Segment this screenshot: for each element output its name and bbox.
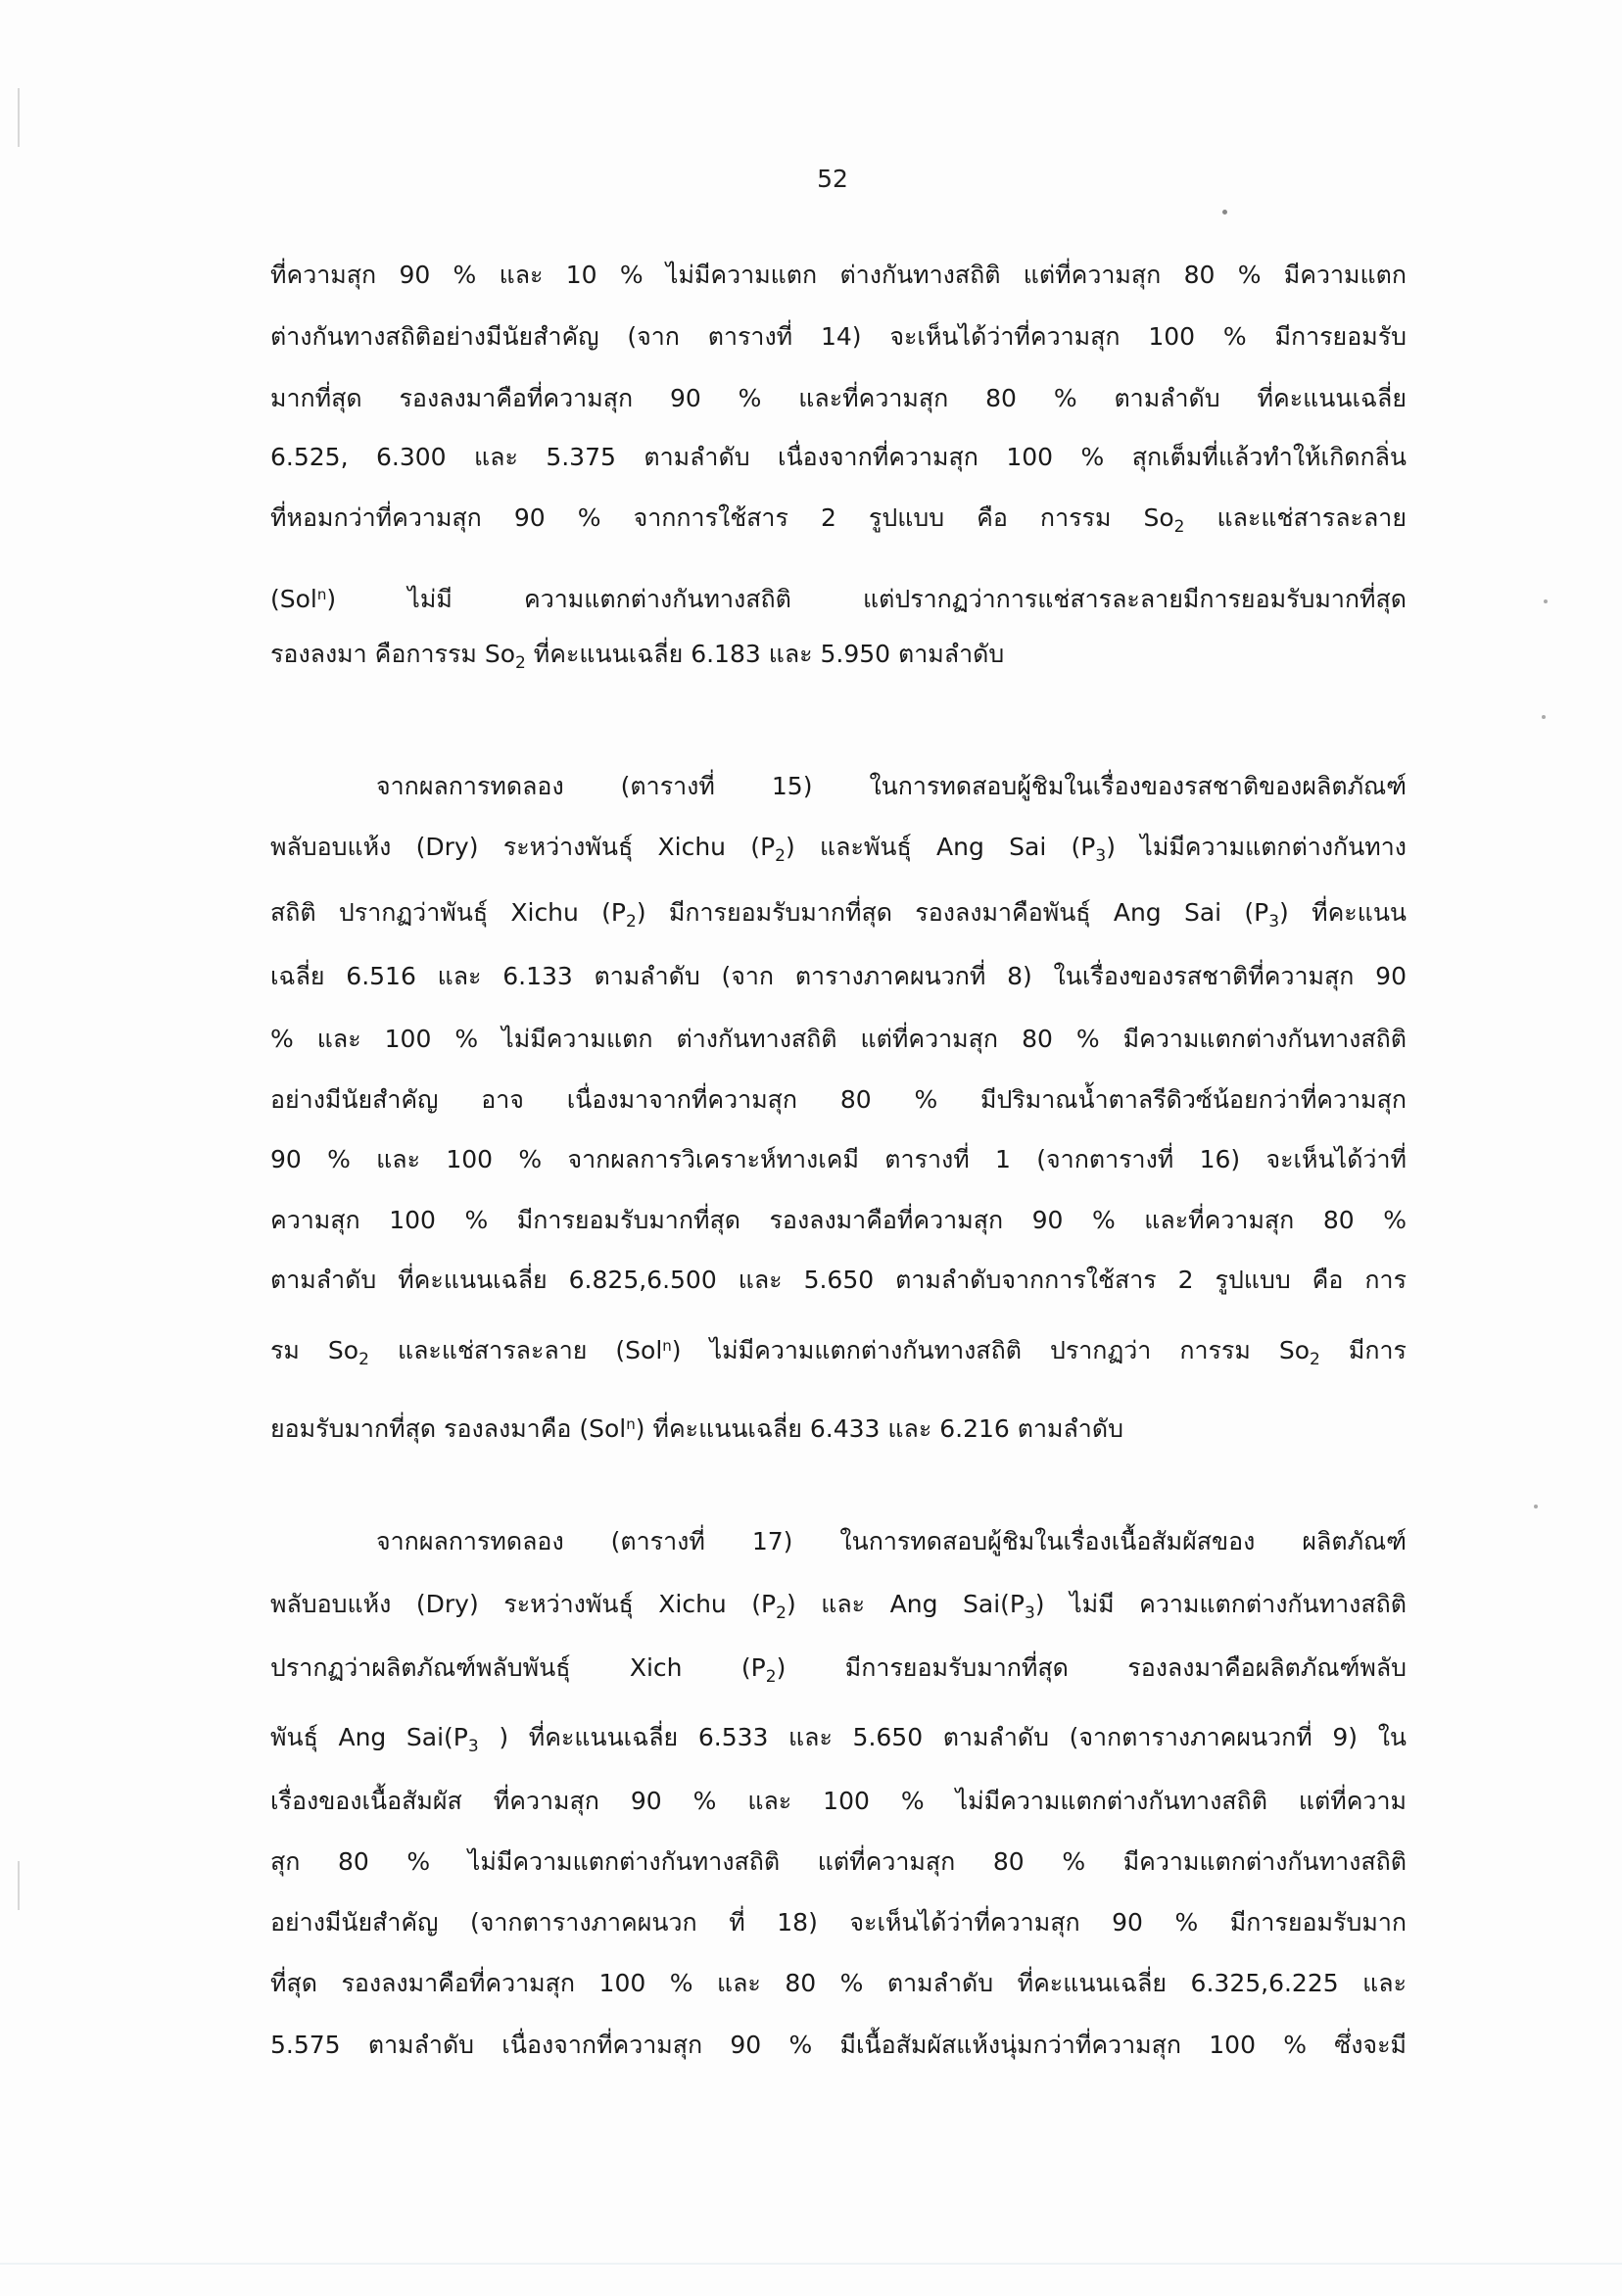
text-segment: ที่คะแนนเฉลี่ย 6.183 และ 5.950 ตามลำดับ bbox=[525, 640, 1005, 668]
text-line bbox=[270, 578, 1407, 611]
text-line bbox=[270, 1408, 1407, 1441]
scan-speck bbox=[1222, 210, 1227, 215]
text-line: % และ 100 % ไม่มีความแตก ต่างกันทางสถิติ แต่ที่ความสุก 80 % มีความแตกต่างกันทางสถิติ bbox=[270, 1025, 1407, 1053]
text-segment: ) ไม่มี ความแตกต่างกันทางสถิติ bbox=[1034, 1590, 1407, 1618]
text-line bbox=[270, 1651, 1407, 1685]
superscript: n bbox=[662, 1337, 672, 1355]
text-segment: รองลงมา คือการรม So bbox=[270, 640, 515, 668]
text-line: จากผลการทดลอง (ตารางที่ 15) ในการทดสอบผู้ชิมในเรื่องของรสชาติของผลิตภัณฑ์ bbox=[376, 772, 1407, 800]
superscript: n bbox=[316, 586, 327, 603]
subscript: 2 bbox=[1173, 517, 1185, 537]
text-segment: ) ที่คะแนนเฉลี่ย 6.533 และ 5.650 ตามลำดับ (จากตารางภาคผนวกที่ 9) ใน bbox=[478, 1723, 1407, 1751]
subscript: 2 bbox=[358, 1350, 369, 1369]
text-segment: มีการ bbox=[1319, 1336, 1407, 1364]
superscript: n bbox=[626, 1415, 636, 1433]
text-segment: ) และ Ang Sai(P bbox=[786, 1590, 1025, 1618]
subscript: 2 bbox=[776, 1603, 787, 1623]
scan-bottom-edge bbox=[0, 2263, 1622, 2265]
text-segment: พันธุ์ Ang Sai(P bbox=[270, 1723, 468, 1751]
subscript: 3 bbox=[1268, 912, 1280, 932]
subscript: 2 bbox=[515, 653, 526, 673]
scan-speck bbox=[1534, 1505, 1538, 1508]
text-line: เฉลี่ย 6.516 และ 6.133 ตามลำดับ (จาก ตารางภาคผนวกที่ 8) ในเรื่องของรสชาติที่ความสุก 90 bbox=[270, 962, 1407, 990]
text-line bbox=[270, 1588, 1407, 1621]
text-line: 6.525, 6.300 และ 5.375 ตามลำดับ เนื่องจากที่ความสุก 100 % สุกเต็มที่แล้วทำให้เกิดกลิ่น bbox=[270, 443, 1407, 471]
text-segment: ปรากฏว่าผลิตภัณฑ์พลับพันธุ์ Xich (P bbox=[270, 1653, 766, 1682]
text-line: จากผลการทดลอง (ตารางที่ 17) ในการทดสอบผู้ชิมในเรื่องเนื้อสัมผัสของ ผลิตภัณฑ์ bbox=[376, 1527, 1407, 1555]
text-line: ต่างกันทางสถิติอย่างมีนัยสำคัญ (จาก ตารางที่ 14) จะเห็นได้ว่าที่ความสุก 100 % มีการยอมรับ bbox=[270, 322, 1407, 351]
subscript: 2 bbox=[1310, 1350, 1320, 1369]
scan-edge-mark bbox=[18, 1861, 20, 1910]
text-line: มากที่สุด รองลงมาคือที่ความสุก 90 % และที่ความสุก 80 % ตามลำดับ ที่คะแนนเฉลี่ย bbox=[270, 384, 1407, 412]
text-segment: ) มีการยอมรับมากที่สุด รองลงมาคือพันธุ์ Ang Sai (P bbox=[636, 898, 1269, 927]
text-segment: สถิติ ปรากฏว่าพันธุ์ Xichu (P bbox=[270, 898, 626, 927]
text-line: อย่างมีนัยสำคัญ อาจ เนื่องมาจากที่ความสุก 80 % มีปริมาณน้ำตาลรีดิวซ์น้อยกว่าที่ความสุก bbox=[270, 1085, 1407, 1114]
text-line: ความสุก 100 % มีการยอมรับมากที่สุด รองลงมาคือที่ความสุก 90 % และที่ความสุก 80 % bbox=[270, 1206, 1407, 1234]
text-segment: ) ไม่มี ความแตกต่างกันทางสถิติ แต่ปรากฏว่าการแช่สารละลายมีการยอมรับมากที่สุด bbox=[326, 585, 1407, 613]
text-line: เรื่องของเนื้อสัมผัส ที่ความสุก 90 % และ 100 % ไม่มีความแตกต่างกันทางสถิติ แต่ที่ความ bbox=[270, 1787, 1407, 1815]
text-line bbox=[270, 1329, 1407, 1369]
text-segment: ยอมรับมากที่สุด รองลงมาคือ (Sol bbox=[270, 1414, 627, 1443]
subscript: 3 bbox=[1095, 846, 1107, 866]
text-segment: ) และพันธุ์ Ang Sai (P bbox=[785, 833, 1096, 861]
text-line: 90 % และ 100 % จากผลการวิเคราะห์ทางเคมี ตารางที่ 1 (จากตารางที่ 16) จะเห็นได้ว่าที่ bbox=[270, 1145, 1407, 1173]
text-line bbox=[270, 896, 1407, 930]
text-line bbox=[270, 638, 1407, 671]
text-segment: รม So bbox=[270, 1336, 359, 1364]
text-segment: ) มีการยอมรับมากที่สุด รองลงมาคือผลิตภัณฑ์พลับ bbox=[776, 1653, 1407, 1682]
text-segment: ) ที่คะแนนเฉลี่ย 6.433 และ 6.216 ตามลำดับ bbox=[635, 1414, 1123, 1443]
scan-edge-mark bbox=[18, 88, 20, 147]
subscript: 2 bbox=[775, 846, 786, 866]
text-line bbox=[270, 831, 1407, 864]
text-line: สุก 80 % ไม่มีความแตกต่างกันทางสถิติ แต่ที่ความสุก 80 % มีความแตกต่างกันทางสถิติ bbox=[270, 1847, 1407, 1876]
text-segment: และแช่สารละลาย (Sol bbox=[368, 1336, 663, 1364]
subscript: 3 bbox=[1024, 1603, 1035, 1623]
text-segment: (Sol bbox=[270, 585, 317, 613]
scan-speck bbox=[1544, 599, 1548, 603]
text-segment: ) ที่คะแนน bbox=[1279, 898, 1407, 927]
subscript: 2 bbox=[626, 912, 637, 932]
text-segment: ) ไม่มีความแตกต่างกันทางสถิติ ปรากฏว่า การรม So bbox=[671, 1336, 1311, 1364]
text-line: ที่สุด รองลงมาคือที่ความสุก 100 % และ 80 % ตามลำดับ ที่คะแนนเฉลี่ย 6.325,6.225 และ bbox=[270, 1969, 1407, 1997]
text-line: 5.575 ตามลำดับ เนื่องจากที่ความสุก 90 % มีเนื้อสัมผัสแห้งนุ่มกว่าที่ความสุก 100 % ซึ่งจะมี bbox=[270, 2031, 1407, 2059]
text-segment: พลับอบแห้ง (Dry) ระหว่างพันธุ์ Xichu (P bbox=[270, 833, 776, 861]
text-line: อย่างมีนัยสำคัญ (จากตารางภาคผนวก ที่ 18) จะเห็นได้ว่าที่ความสุก 90 % มีการยอมรับมาก bbox=[270, 1908, 1407, 1937]
page-number: 52 bbox=[817, 165, 848, 193]
text-line: ตามลำดับ ที่คะแนนเฉลี่ย 6.825,6.500 และ 5.650 ตามลำดับจากการใช้สาร 2 รูปแบบ คือ การ bbox=[270, 1266, 1407, 1294]
text-segment: และแช่สารละลาย bbox=[1184, 503, 1407, 532]
text-line: ที่ความสุก 90 % และ 10 % ไม่มีความแตก ต่างกันทางสถิติ แต่ที่ความสุก 80 % มีความแตก bbox=[270, 261, 1407, 289]
subscript: 3 bbox=[467, 1737, 479, 1756]
text-segment: ที่หอมกว่าที่ความสุก 90 % จากการใช้สาร 2 รูปแบบ คือ การรม So bbox=[270, 503, 1174, 532]
subscript: 2 bbox=[765, 1667, 777, 1687]
text-segment: พลับอบแห้ง (Dry) ระหว่างพันธุ์ Xichu (P bbox=[270, 1590, 777, 1618]
text-line bbox=[270, 502, 1407, 535]
text-line bbox=[270, 1721, 1407, 1754]
scan-speck bbox=[1542, 715, 1546, 719]
text-segment: ) ไม่มีความแตกต่างกันทาง bbox=[1106, 833, 1407, 861]
